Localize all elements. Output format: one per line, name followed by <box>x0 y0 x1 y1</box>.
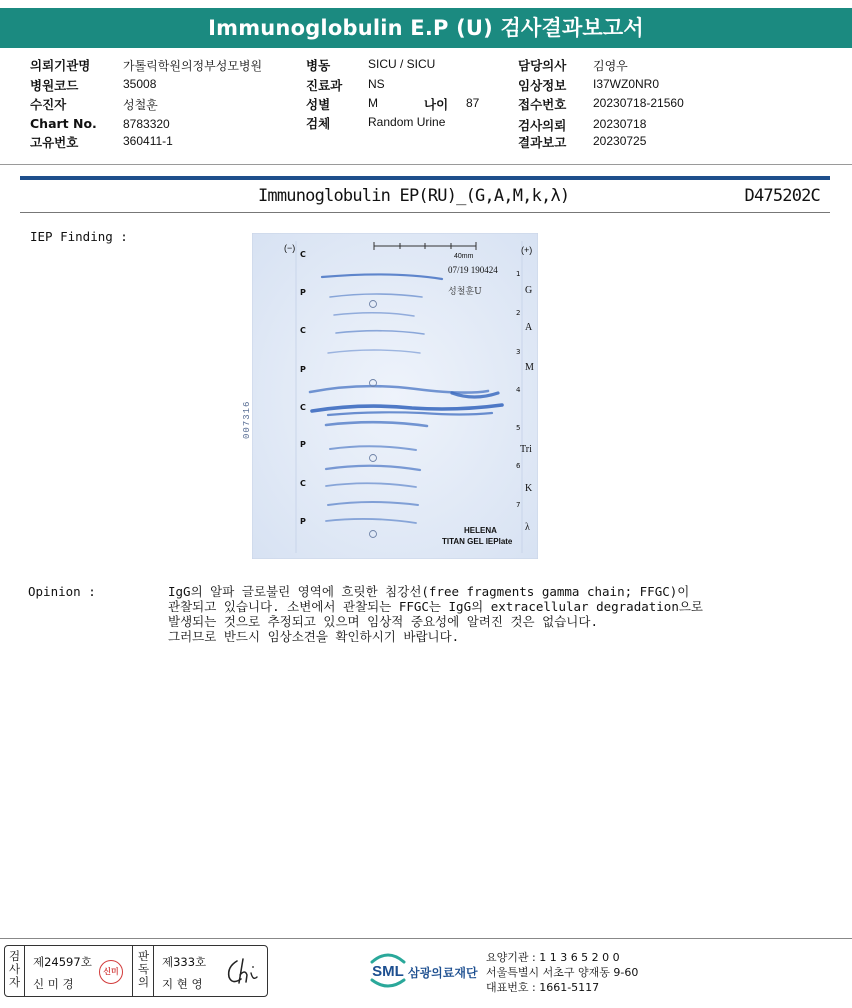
gel-brand-line2: TITAN GEL IEPlate <box>442 537 513 546</box>
clinical-info-value: I37WZ0NR0 <box>593 77 660 91</box>
lane-letter-k: K <box>525 483 533 494</box>
iep-finding-label: IEP Finding : <box>30 229 128 244</box>
ward-label: 병동 <box>306 58 331 73</box>
request-date-value: 20230718 <box>593 117 647 131</box>
reviewer-name: 지 현 영 <box>162 977 203 991</box>
hospital-code-value: 35008 <box>123 77 157 91</box>
sex-value: M <box>368 96 378 110</box>
report-date-label: 결과보고 <box>518 135 567 150</box>
gel-minus-sign: (−) <box>284 243 296 253</box>
report-date-value: 20230725 <box>593 134 647 148</box>
well-letter-8: P <box>300 517 306 526</box>
lane-number-2: 2 <box>516 309 521 317</box>
test-header-rule <box>20 176 830 180</box>
lane-number-4: 4 <box>516 386 521 394</box>
receipt-no-label: 접수번호 <box>518 97 567 112</box>
sex-label: 성별 <box>306 97 331 112</box>
lane-number-6: 6 <box>516 462 521 470</box>
opinion-text: IgG의 알파 글로불린 영역에 흐릿한 침강선(free fragments gamma chain; FFGC)이 관찰되고 있습니다. 소변에서 관찰되는 FFGC는 IgG의 extracellular degradation으로 발생되는 것으로 추정되고 있으며 임상적 중요성에 알려진 것은 없습니다. 그러므로 반드시 임상소견을 확인하시기 바랍니다. <box>168 584 704 644</box>
lane-letter-tri: Tri <box>520 444 532 455</box>
hospital-code-label: 병원코드 <box>30 78 79 93</box>
patient-name-value: 성철훈 <box>123 98 158 112</box>
org-name: 삼광의료재단 <box>408 966 478 980</box>
test-header-divider <box>20 212 830 213</box>
opinion-label: Opinion : <box>28 584 96 599</box>
test-code: D475202C <box>744 186 820 206</box>
gel-handwritten-name: 성철훈U <box>448 287 482 297</box>
info-divider <box>0 164 852 165</box>
lane-letter-lambda: λ <box>525 522 530 533</box>
patient-name-label: 수진자 <box>30 97 67 112</box>
gel-scale-label: 40mm <box>454 253 474 260</box>
org-contact <box>486 950 638 995</box>
lane-letter-m: M <box>525 362 534 373</box>
chart-no-label: Chart No. <box>30 116 97 131</box>
unique-id-value: 360411-1 <box>123 134 173 148</box>
lane-number-1: 1 <box>516 270 521 278</box>
clinical-info-label: 임상정보 <box>518 78 567 93</box>
department-value: NS <box>368 77 385 91</box>
patient-info <box>0 56 852 152</box>
reviewer-signature <box>223 955 263 989</box>
gel-side-number: 007316 <box>242 400 252 439</box>
institution-label: 의뢰기관명 <box>30 58 91 73</box>
gel-plus-sign: (+) <box>521 245 533 255</box>
doctor-value: 김영우 <box>593 59 628 73</box>
sml-logo-text: SML <box>372 963 404 980</box>
request-date-label: 검사의뢰 <box>518 118 567 133</box>
org-address: 서울특별시 서초구 양재동 9-60 <box>486 966 639 979</box>
org-code: 요양기관 : 1 1 3 6 5 2 0 0 <box>486 951 620 964</box>
well-letter-1: C <box>300 250 306 259</box>
sml-logo-icon <box>368 948 408 990</box>
org-phone: 대표번호 : 1661-5117 <box>486 981 600 994</box>
specimen-label: 검체 <box>306 116 331 131</box>
specimen-value: Random Urine <box>368 115 446 129</box>
iep-gel-image <box>242 233 538 559</box>
footer-divider <box>0 938 852 939</box>
well-letter-7: C <box>300 479 306 488</box>
report-title: Immunoglobulin E.P (U) 검사결과보고서 <box>0 8 852 48</box>
lane-letter-g: G <box>525 285 533 296</box>
lane-letter-a: A <box>525 322 533 333</box>
lane-number-5: 5 <box>516 424 521 432</box>
ward-value: SICU / SICU <box>368 57 436 71</box>
gel-brand-line1: HELENA <box>464 526 497 535</box>
signature-box <box>4 945 268 997</box>
chart-no-value: 8783320 <box>123 117 170 131</box>
inspector-label: 검 사 자 <box>5 946 25 996</box>
reviewer-license: 제333호 <box>162 955 207 969</box>
department-label: 진료과 <box>306 78 343 93</box>
well-letter-2: P <box>300 288 306 297</box>
receipt-no-value: 20230718-21560 <box>593 96 684 110</box>
lane-number-3: 3 <box>516 348 521 356</box>
inspector-name: 신 미 경 <box>33 977 74 991</box>
gel-background <box>252 233 538 559</box>
inspector-license: 제24597호 <box>33 955 92 969</box>
institution-value: 가톨릭학원의정부성모병원 <box>123 59 263 73</box>
well-letter-3: C <box>300 326 306 335</box>
age-label: 나이 <box>424 97 449 112</box>
well-letter-5: C <box>300 403 306 412</box>
well-letter-6: P <box>300 440 306 449</box>
inspector-seal: 신미 <box>99 960 123 984</box>
gel-date-stamp: 07/19 190424 <box>448 265 498 275</box>
doctor-label: 담당의사 <box>518 58 567 73</box>
unique-id-label: 고유번호 <box>30 135 79 150</box>
age-value: 87 <box>466 96 480 110</box>
test-name: Immunoglobulin EP(RU)_(G,A,M,k,λ) <box>258 186 570 206</box>
reviewer-label: 판 독 의 <box>134 946 154 996</box>
well-letter-4: P <box>300 365 306 374</box>
lane-number-7: 7 <box>516 501 521 509</box>
